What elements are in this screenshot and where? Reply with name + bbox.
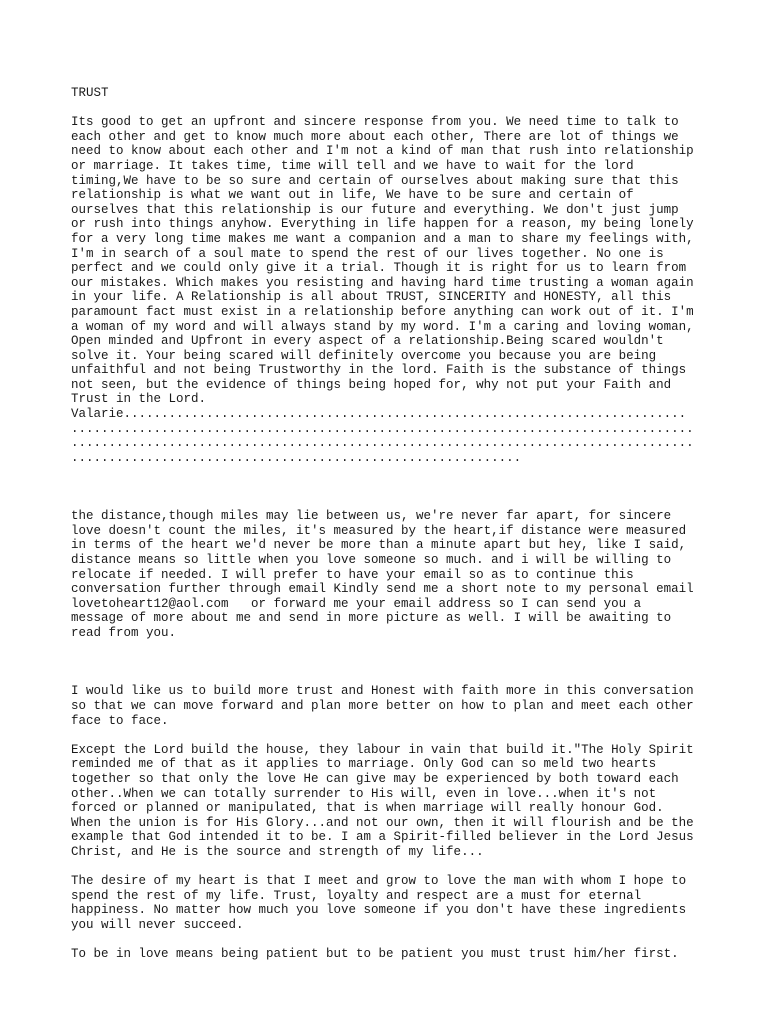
paragraph-patience: To be in love means being patient but to be patient you must trust him/her first.	[71, 947, 679, 962]
signature-line: Valarie........................................................................... ................................................................................... ................................................................................... ............................................................	[71, 407, 694, 465]
document-title: TRUST	[71, 86, 109, 100]
paragraph-build-trust: I would like us to build more trust and Honest with faith more in this conversation so that we can move forward and plan more better on how to plan and meet each other face to face.	[71, 684, 694, 728]
paragraph-trust: Its good to get an upfront and sincere response from you. We need time to talk to each other and get to know much more about each other, There are lot of things we need to know about each other and I'm not a kind of man that rush into relationship or marriage. It takes time, time will tell and we have to wait for the lord timing,We have to be so sure and certain of ourselves about making sure that this relationship is what we want out in life, We have to be sure and certain of ourselves that this relationship is our future and everything. We don't just jump or rush into things anyhow. Everything in life happen for a reason, my being lonely for a very long time makes me want a companion and a man to share my feelings with, I'm in search of a soul mate to spend the rest of our lives together. No one is perfect and we could only give it a trial. Though it is right for us to learn from our mistakes. Which makes you resisting and having hard time trusting a woman again in your life. A Relationship is all about TRUST, SINCERITY and HONESTY, all this paramount fact must exist in a relationship before anything can work out of it. I'm a woman of my word and will always stand by my word. I'm a caring and loving woman, Open minded and Upfront in every aspect of a relationship.Being scared wouldn't solve it. Your being scared will definitely overcome you because you are being unfaithful and not being Trustworthy in the lord. Faith is the substance of things not seen, but the evidence of things being hoped for, why not put your Faith and Trust in the Lord.	[71, 115, 694, 407]
paragraph-lord-build-house: Except the Lord build the house, they labour in vain that build it."The Holy Spirit reminded me of that as it applies to marriage. Only God can so meld two hearts together so that only the love He can give may be experienced by both toward each other..When we can totally surrender to His will, even in love...when it's not forced or planned or manipulated, that is when marriage will really honour God. When the union is for His Glory...and not our own, then it will flourish and be the example that God intended it to be. I am a Spirit-filled believer in the Lord Jesus Christ, and He is the source and strength of my life...	[71, 742, 694, 859]
paragraph-desire-of-heart: The desire of my heart is that I meet and grow to love the man with whom I hope to spend the rest of my life. Trust, loyalty and respect are a must for eternal happiness. No matter how much you love someone if you don't have these ingredients you will never succeed.	[71, 874, 687, 932]
document-page	[71, 86, 711, 962]
paragraph-distance: the distance,though miles may lie between us, we're never far apart, for sincere love doesn't count the miles, it's measured by the heart,if distance were measured in terms of the heart we'd never be more than a minute apart but hey, like I said, distance means so little when you love someone so much. and i will be willing to relocate if needed. I will prefer to have your email so as to continue this conversation further through email Kindly send me a short note to my personal email lovetoheart12@aol.com or forward me your email address so I can send you a message of more about me and send in more picture as well. I will be awaiting to read from you.	[71, 509, 694, 640]
